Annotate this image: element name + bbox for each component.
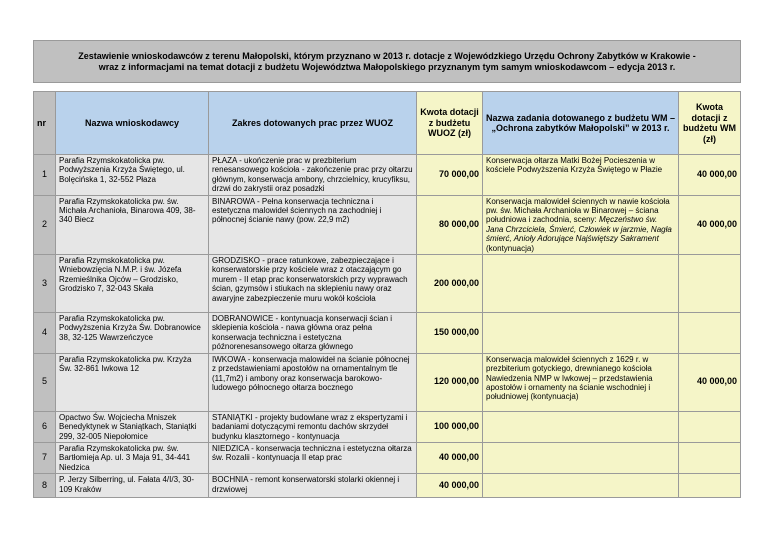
table-row xyxy=(34,474,741,498)
row-amount-wm xyxy=(679,313,741,354)
row-applicant: P. Jerzy Silberring, ul. Fałata 4/I/3, 30-109 Kraków xyxy=(56,474,209,498)
table-title xyxy=(34,41,741,83)
grants-table xyxy=(33,40,741,498)
row-amount-wuoz: 80 000,00 xyxy=(417,195,483,254)
row-amount-wm xyxy=(679,255,741,313)
header-amount-wm: Kwota dotacji z budżetu WM (zł) xyxy=(679,92,741,155)
table-row xyxy=(34,411,741,442)
row-nr: 6 xyxy=(34,411,56,442)
spacer-row xyxy=(34,83,741,92)
row-nr: 1 xyxy=(34,155,56,196)
row-amount-wuoz: 70 000,00 xyxy=(417,155,483,196)
row-scope: PŁAZA - ukończenie prac w prezbiterium renesansowego kościoła - zakończenie prac przy ołtarzu głównym, konserwacja ambony, chrzcielnicy, krucyfiksu, drzwi do zakrystii oraz posadzki xyxy=(209,155,417,196)
row-task-wm xyxy=(483,353,679,411)
row-amount-wm: 40 000,00 xyxy=(679,155,741,196)
header-nr: nr xyxy=(34,92,56,155)
row-amount-wuoz: 100 000,00 xyxy=(417,411,483,442)
row-task-wm xyxy=(483,195,679,254)
table-row xyxy=(34,255,741,313)
row-amount-wuoz: 200 000,00 xyxy=(417,255,483,313)
row-nr: 4 xyxy=(34,313,56,354)
title-line-2: wraz z informacjami na temat dotacji z budżetu Województwa Małopolskiego przyznanym tym samym wnioskodawcom – edycja 2013 r. xyxy=(98,61,676,72)
table-row xyxy=(34,155,741,196)
row-task-wm xyxy=(483,411,679,442)
header-amount-wuoz: Kwota dotacji z budżetu WUOZ (zł) xyxy=(417,92,483,155)
document-sheet xyxy=(33,40,740,498)
row-nr: 7 xyxy=(34,442,56,473)
row-scope: BINAROWA - Pełna konserwacja techniczna i estetyczna malowideł ściennych na zachodniej i północnej ścianie nawy (pow. 22,9 m2) xyxy=(209,195,417,254)
table-row xyxy=(34,313,741,354)
row-amount-wuoz: 40 000,00 xyxy=(417,442,483,473)
row-scope: IWKOWA - konserwacja malowideł na ścianie północnej z przedstawieniami apostołów na ornamentalnym tle (11,7m2) i ambony oraz konserwacja barokowo-ludowego północnego ołtarza bocznego xyxy=(209,353,417,411)
row-nr: 3 xyxy=(34,255,56,313)
row-task-wm xyxy=(483,255,679,313)
row-amount-wm xyxy=(679,411,741,442)
row-scope: BOCHNIA - remont konserwatorski stolarki okiennej i drzwiowej xyxy=(209,474,417,498)
header-task-wm: Nazwa zadania dotowanego z budżetu WM – „Ochrona zabytków Małopolski” w 2013 r. xyxy=(483,92,679,155)
task-wm-text: Konserwacja malowideł ściennych z 1629 r. w prezbiterium gotyckiego, drewnianego kościoła Nawiedzenia NMP w Iwkowej – przedstawienia apostołów i ornamenty na ścianie wschodniej i południowej (kontynuacja) xyxy=(486,354,653,402)
row-nr: 2 xyxy=(34,195,56,254)
row-scope: NIEDZICA - konserwacja techniczna i estetyczna ołtarza św. Rozalii - kontynuacja II etap prac xyxy=(209,442,417,473)
row-task-wm xyxy=(483,442,679,473)
task-wm-italic-text: Męczeństwo św. Jana Chrzciciela, Śmierć, Człowiek w jarzmie, Nagła śmierć, Anioły Adorujące Najświętszy Sakrament xyxy=(486,215,672,244)
row-task-wm xyxy=(483,313,679,354)
row-applicant: Parafia Rzymskokatolicka pw. Podwyższenia Krzyża Św. Dobranowice 38, 32-125 Wawrzeńczyce xyxy=(56,313,209,354)
row-amount-wm: 40 000,00 xyxy=(679,353,741,411)
row-applicant: Parafia Rzymskokatolicka pw. Wniebowzięcia N.M.P. i św. Józefa Rzemieślnika Ojców – Grodzisko, Grodzisko 7, 32-043 Skała xyxy=(56,255,209,313)
table-row xyxy=(34,353,741,411)
row-task-wm xyxy=(483,474,679,498)
row-applicant: Parafia Rzymskokatolicka pw. Krzyża Św. 32-861 Iwkowa 12 xyxy=(56,353,209,411)
row-amount-wm: 40 000,00 xyxy=(679,195,741,254)
task-wm-text: Konserwacja malowideł ściennych w nawie kościoła pw. św. Michała Archanioła w Binarowej – ściana południowa i zachodnia, sceny: xyxy=(486,196,670,225)
title-line-1: Zestawienie wnioskodawców z terenu Małopolski, którym przyznano w 2013 r. dotacje z Wojewódzkiego Urzędu Ochrony Zabytków w Krakowie - xyxy=(78,50,696,61)
table-row xyxy=(34,442,741,473)
row-scope: STANIĄTKI - projekty budowlane wraz z ekspertyzami i badaniami dotyczącymi remontu dachów skrzydeł budynku klasztornego - kontynuacja xyxy=(209,411,417,442)
row-amount-wuoz: 40 000,00 xyxy=(417,474,483,498)
task-wm-tail-text: (kontynuacja) xyxy=(486,243,535,253)
row-amount-wm xyxy=(679,474,741,498)
row-nr: 8 xyxy=(34,474,56,498)
task-wm-text: Konserwacja ołtarza Matki Bożej Pocieszenia w kościele Podwyższenia Krzyża Świętego w Płazie xyxy=(486,156,663,175)
row-amount-wuoz: 150 000,00 xyxy=(417,313,483,354)
header-row xyxy=(34,92,741,155)
row-amount-wm xyxy=(679,442,741,473)
row-scope: GRODZISKO - prace ratunkowe, zabezpieczające i konserwatorskie przy kościele wraz z otaczającym go murem - II etap prac konserwatorskich przy wyprawach ścian, gzymsów i stiukach na sklepieniu nawy oraz awaryjne zabezpieczenie muru wokół kościoła xyxy=(209,255,417,313)
row-applicant: Parafia Rzymskokatolicka pw. św. Bartłomieja Ap. ul. 3 Maja 91, 34-441 Niedzica xyxy=(56,442,209,473)
row-scope: DOBRANOWICE - kontynuacja konserwacji ścian i sklepienia kościoła - nawa główna oraz pełna konserwacja techniczna i estetyczna późnorenesansowego ołtarza głównego xyxy=(209,313,417,354)
row-task-wm xyxy=(483,155,679,196)
row-applicant: Opactwo Św. Wojciecha Mniszek Benedyktynek w Staniątkach, Staniątki 299, 32-005 Niepołomice xyxy=(56,411,209,442)
row-applicant: Parafia Rzymskokatolicka pw. św. Michała Archanioła, Binarowa 409, 38-340 Biecz xyxy=(56,195,209,254)
row-amount-wuoz: 120 000,00 xyxy=(417,353,483,411)
row-nr: 5 xyxy=(34,353,56,411)
table-row xyxy=(34,195,741,254)
header-scope: Zakres dotowanych prac przez WUOZ xyxy=(209,92,417,155)
row-applicant: Parafia Rzymskokatolicka pw. Podwyższenia Krzyża Świętego, ul. Bolęcińska 1, 32-552 Płaza xyxy=(56,155,209,196)
header-applicant: Nazwa wnioskodawcy xyxy=(56,92,209,155)
